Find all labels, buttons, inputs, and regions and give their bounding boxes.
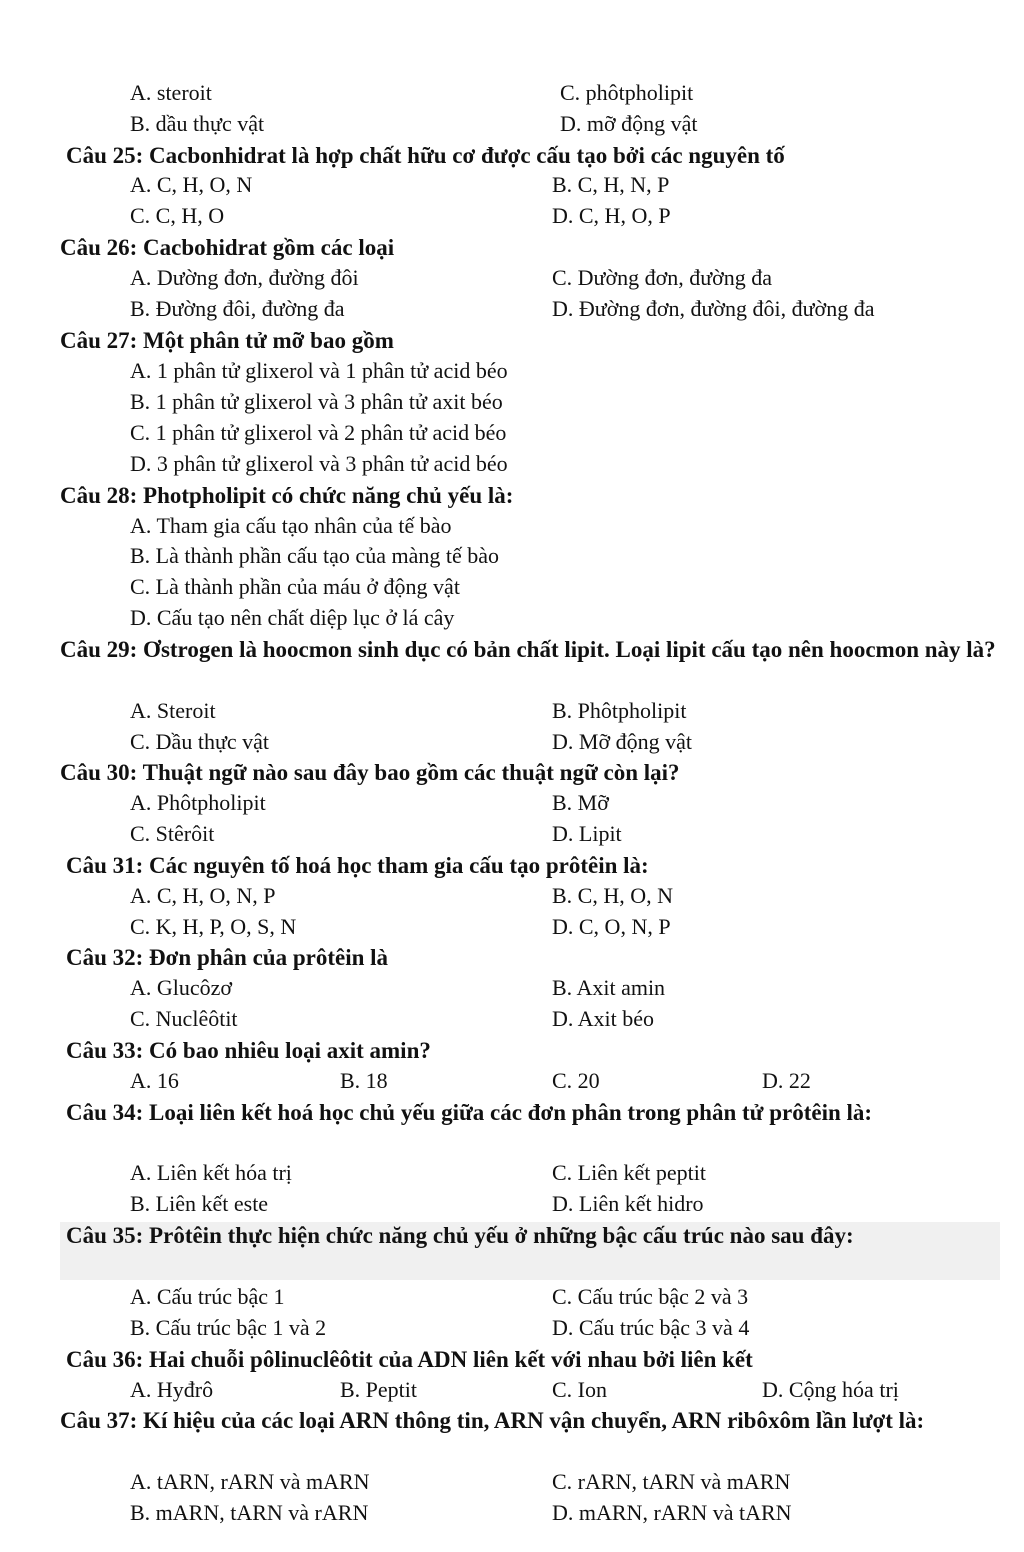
q27-option-c: C. 1 phân tử glixerol và 2 phân tử acid béo	[130, 420, 507, 445]
question-34: Câu 34: Loại liên kết hoá học chủ yếu giữa các đơn phân trong phân tử prôtêin là:	[66, 1100, 873, 1125]
q28-option-a: A. Tham gia cấu tạo nhân của tế bào	[130, 513, 452, 538]
q26-option-d: D. Đường đơn, đường đôi, đường đa	[552, 296, 875, 321]
q34-option-c: C. Liên kết peptit	[552, 1160, 706, 1185]
q30-option-d: D. Lipit	[552, 821, 622, 846]
question-37: Câu 37: Kí hiệu của các loại ARN thông tin, ARN vận chuyển, ARN ribôxôm lần lượt là:	[60, 1408, 925, 1433]
option-c: C. phôtpholipit	[560, 80, 694, 105]
q34-option-a: A. Liên kết hóa trị	[130, 1160, 292, 1185]
q31-option-b: B. C, H, O, N	[552, 883, 674, 908]
q31-option-c: C. K, H, P, O, S, N	[130, 914, 297, 939]
q35-option-a: A. Cấu trúc bậc 1	[130, 1284, 285, 1309]
q26-option-b: B. Đường đôi, đường đa	[130, 296, 345, 321]
question-25: Câu 25: Cacbonhidrat là hợp chất hữu cơ được cấu tạo bởi các nguyên tố	[66, 143, 785, 168]
q27-option-a: A. 1 phân tử glixerol và 1 phân tử acid béo	[130, 358, 508, 383]
q25-option-d: D. C, H, O, P	[552, 203, 671, 228]
question-26: Câu 26: Cacbohidrat gồm các loại	[60, 235, 395, 260]
q26-option-c: C. Dường đơn, đường đa	[552, 265, 773, 290]
question-29: Câu 29: Ơstrogen là hoocmon sinh dục có bản chất lipit. Loại lipit cấu tạo nên hoocmon này là?	[60, 637, 996, 662]
q37-option-d: D. mARN, rARN và tARN	[552, 1500, 792, 1525]
q32-option-d: D. Axit béo	[552, 1006, 655, 1031]
q34-option-b: B. Liên kết este	[130, 1191, 269, 1216]
q36-option-a: A. Hyđrô	[130, 1377, 214, 1402]
q37-option-a: A. tARN, rARN và mARN	[130, 1469, 370, 1494]
q32-option-b: B. Axit amin	[552, 975, 666, 1000]
q28-option-c: C. Là thành phần của máu ở động vật	[130, 574, 460, 599]
q30-option-b: B. Mỡ	[552, 790, 609, 815]
q25-option-b: B. C, H, N, P	[552, 172, 670, 197]
question-36: Câu 36: Hai chuỗi pôlinuclêôtit của ADN liên kết với nhau bởi liên kết	[66, 1347, 753, 1372]
q31-option-a: A. C, H, O, N, P	[130, 883, 276, 908]
question-30: Câu 30: Thuật ngữ nào sau đây bao gồm các thuật ngữ còn lại?	[60, 760, 680, 785]
q29-option-b: B. Phôtpholipit	[552, 698, 687, 723]
q35-option-d: D. Cấu trúc bậc 3 và 4	[552, 1315, 750, 1340]
q28-option-b: B. Là thành phần cấu tạo của màng tế bào	[130, 543, 499, 568]
q32-option-a: A. Glucôzơ	[130, 975, 233, 1000]
q35-option-c: C. Cấu trúc bậc 2 và 3	[552, 1284, 749, 1309]
question-28: Câu 28: Photpholipit có chức năng chủ yếu là:	[60, 483, 514, 508]
q37-option-b: B. mARN, tARN và rARN	[130, 1500, 369, 1525]
question-27: Câu 27: Một phân tử mỡ bao gồm	[60, 328, 394, 353]
q32-option-c: C. Nuclêôtit	[130, 1006, 238, 1031]
q34-option-d: D. Liên kết hidro	[552, 1191, 704, 1216]
question-31: Câu 31: Các nguyên tố hoá học tham gia cấu tạo prôtêin là:	[66, 853, 649, 878]
question-35: Câu 35: Prôtêin thực hiện chức năng chủ yếu ở những bậc cấu trúc nào sau đây:	[66, 1223, 854, 1248]
q30-option-a: A. Phôtpholipit	[130, 790, 266, 815]
q27-option-d: D. 3 phân tử glixerol và 3 phân tử acid béo	[130, 451, 508, 476]
q36-option-b: B. Peptit	[340, 1377, 418, 1402]
q33-option-c: C. 20	[552, 1068, 600, 1093]
q33-option-d: D. 22	[762, 1068, 811, 1093]
q25-option-c: C. C, H, O	[130, 203, 225, 228]
option-a: A. steroit	[130, 80, 212, 105]
question-33: Câu 33: Có bao nhiêu loại axit amin?	[66, 1038, 431, 1063]
q30-option-c: C. Stêrôit	[130, 821, 215, 846]
q37-option-c: C. rARN, tARN và mARN	[552, 1469, 791, 1494]
q29-option-d: D. Mỡ động vật	[552, 729, 692, 754]
q36-option-d: D. Cộng hóa trị	[762, 1377, 899, 1402]
q25-option-a: A. C, H, O, N	[130, 172, 253, 197]
q33-option-a: A. 16	[130, 1068, 179, 1093]
q27-option-b: B. 1 phân tử glixerol và 3 phân tử axit béo	[130, 389, 503, 414]
option-b: B. dầu thực vật	[130, 111, 265, 136]
q28-option-d: D. Cấu tạo nên chất diệp lục ở lá cây	[130, 605, 455, 630]
q36-option-c: C. Ion	[552, 1377, 607, 1402]
q26-option-a: A. Dường đơn, đường đôi	[130, 265, 359, 290]
q31-option-d: D. C, O, N, P	[552, 914, 671, 939]
q33-option-b: B. 18	[340, 1068, 388, 1093]
option-d: D. mỡ động vật	[560, 111, 698, 136]
question-32: Câu 32: Đơn phân của prôtêin là	[66, 945, 389, 970]
q29-option-c: C. Dầu thực vật	[130, 729, 270, 754]
q29-option-a: A. Steroit	[130, 698, 216, 723]
q35-option-b: B. Cấu trúc bậc 1 và 2	[130, 1315, 327, 1340]
